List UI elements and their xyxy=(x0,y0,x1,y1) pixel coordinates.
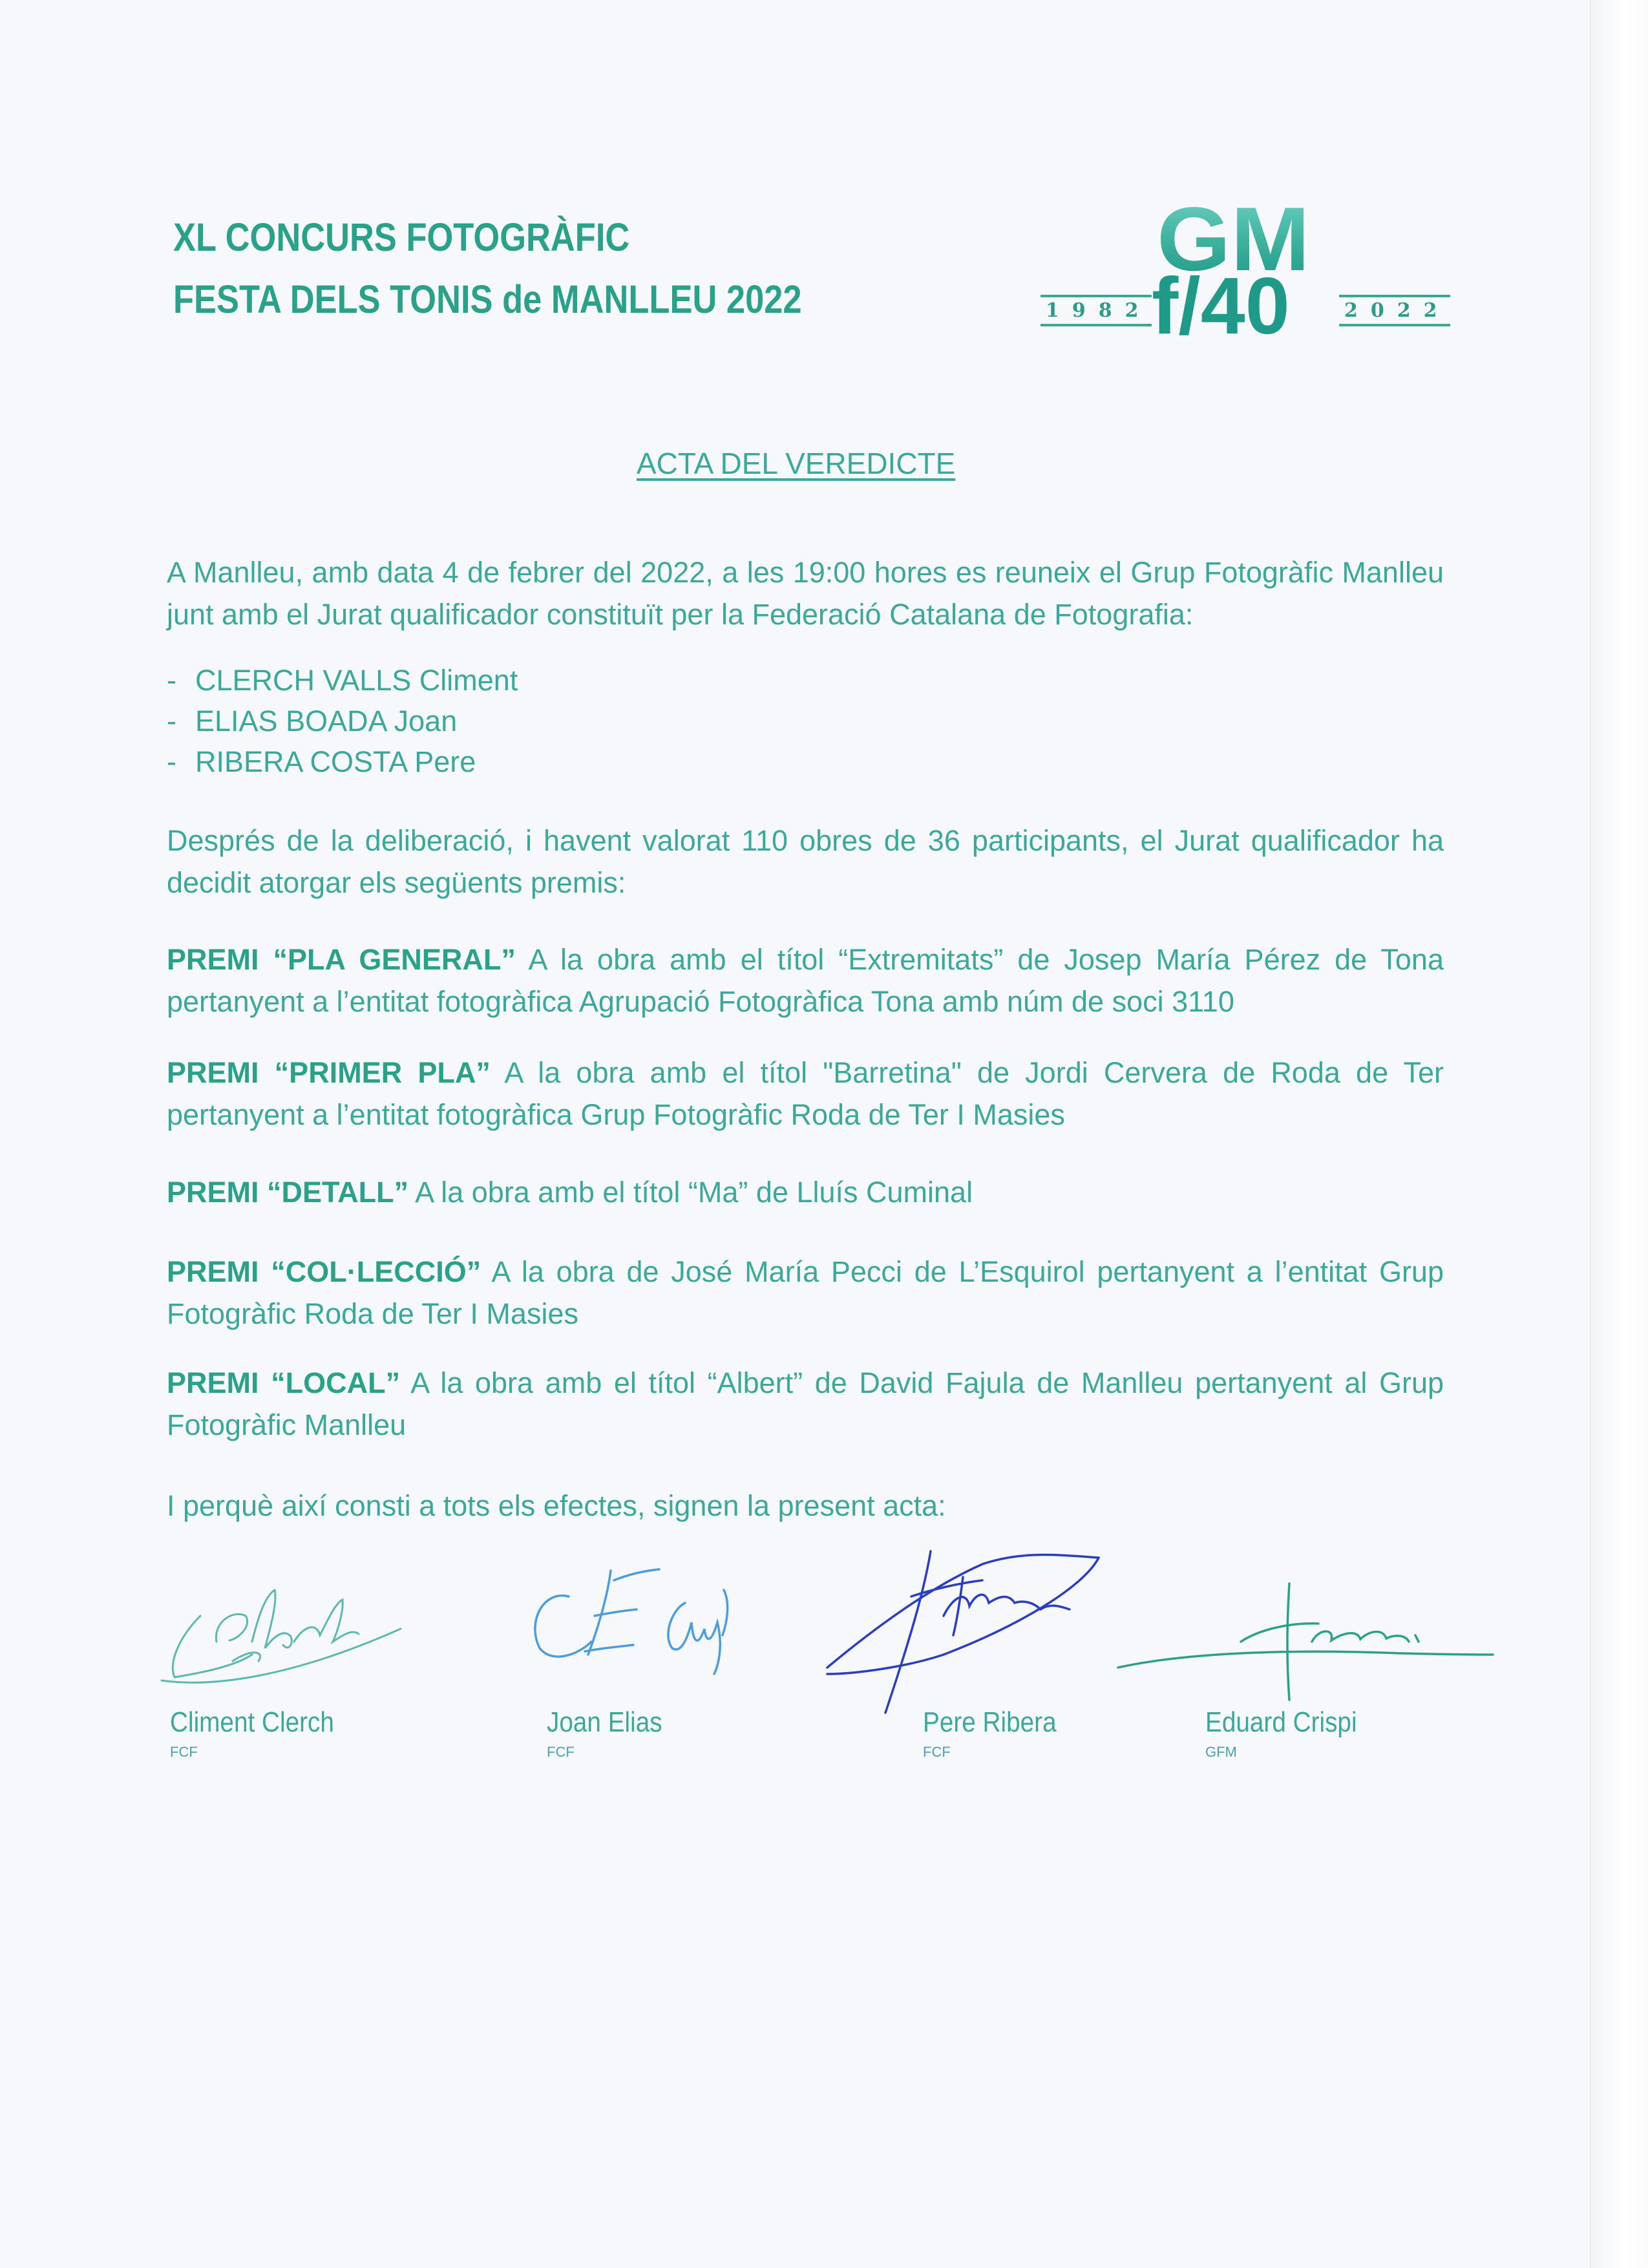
signatory-name: Climent Clerch xyxy=(170,1706,334,1738)
signatory-org: GFM xyxy=(1205,1744,1237,1760)
jury-member xyxy=(167,741,518,782)
contest-subtitle: FESTA DELS TONIS de MANLLEU 2022 xyxy=(173,277,802,321)
signatory-org: FCF xyxy=(547,1744,575,1760)
jury-member-name: RIBERA COSTA Pere xyxy=(195,745,476,778)
prize-text: A la obra amb el títol “Ma” de Lluís Cuminal xyxy=(408,1176,973,1209)
prize-title: PREMI “PRIMER PLA” xyxy=(167,1056,491,1089)
prize-paragraph xyxy=(167,1171,1444,1213)
prize-title: PREMI “DETALL” xyxy=(167,1176,409,1209)
paper-edge xyxy=(1590,0,1648,2268)
jury-member-name: CLERCH VALLS Climent xyxy=(195,664,518,697)
document-title: ACTA DEL VEREDICTE xyxy=(637,447,956,480)
signature-clerch xyxy=(155,1564,427,1693)
prize-title: PREMI “COL·LECCIÓ” xyxy=(167,1255,481,1288)
contest-title: XL CONCURS FOTOGRÀFIC xyxy=(173,215,630,259)
logo-mark: f/40 xyxy=(1152,262,1290,351)
signatory-name: Joan Elias xyxy=(547,1706,662,1738)
deliberation-paragraph: Després de la deliberació, i havent valorat 110 obres de 36 participants, el Jurat qualificador ha decidit atorgar els següents premis: xyxy=(167,824,1444,899)
prize-title: PREMI “LOCAL” xyxy=(167,1366,401,1399)
prize-paragraph xyxy=(167,1052,1444,1136)
jury-member xyxy=(167,660,518,701)
prize-text: A la obra amb el títol “Extremitats” de Josep María Pérez de Tona pertanyent a l’entitat fotogràfica Agrupació Fotogràfica Tona amb núm de soci 3110 xyxy=(167,943,1444,1018)
logo-year-start: 1982 xyxy=(1041,295,1152,326)
signature-elias xyxy=(517,1551,788,1680)
prize-paragraph xyxy=(167,1362,1444,1446)
prize-text: A la obra amb el títol “Albert” de David Fajula de Manlleu pertanyent al Grup Fotogràfic Manlleu xyxy=(167,1366,1444,1441)
gfm-40-logo xyxy=(1034,188,1450,351)
jury-member xyxy=(167,701,518,741)
signatory-name: Pere Ribera xyxy=(923,1706,1057,1738)
closing-paragraph: I perquè així consti a tots els efectes, signen la present acta: xyxy=(167,1489,946,1522)
prize-paragraph xyxy=(167,938,1444,1023)
signatory-name: Eduard Crispi xyxy=(1205,1706,1357,1738)
jury-member-name: ELIAS BOADA Joan xyxy=(195,705,458,737)
signature-crispi xyxy=(1112,1577,1499,1713)
jury-list xyxy=(167,660,518,782)
logo-year-end: 2022 xyxy=(1339,295,1450,326)
prize-title: PREMI “PLA GENERAL” xyxy=(167,943,516,976)
signature-ribera xyxy=(814,1538,1125,1726)
intro-paragraph: A Manlleu, amb data 4 de febrer del 2022, a les 19:00 hores es reuneix el Grup Fotogràfic Manlleu junt amb el Jurat qualificador constituït per la Federació Catalana de Fotografia: xyxy=(167,556,1444,631)
prize-text: A la obra amb el títol "Barretina" de Jordi Cervera de Roda de Ter pertanyent a l’entitat fotogràfica Grup Fotogràfic Roda de Ter I Masies xyxy=(167,1056,1444,1131)
signatory-org: FCF xyxy=(170,1744,198,1760)
prize-paragraph xyxy=(167,1251,1444,1335)
prize-text: A la obra de José María Pecci de L’Esquirol pertanyent a l’entitat Grup Fotogràfic Roda de Ter I Masies xyxy=(167,1255,1444,1330)
logo-letters: GM xyxy=(1157,188,1310,290)
signatory-org: FCF xyxy=(923,1744,951,1760)
